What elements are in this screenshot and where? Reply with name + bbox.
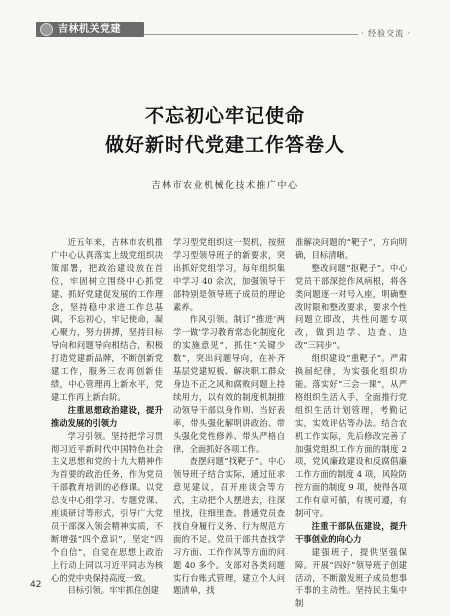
paragraph: 学习引领。坚持把学习贯彻习近平新时代中国特色社会主义思想和党的十九大精神作为首要的政治任务，作为党员干部教育培训的必修课。以党总支中心组学习、专题党课、座谈研讨等形式，引导广大党员干部深入领会精神实质，不断增强“四个意识”，坚定“四个自信”，自觉在思想上政治上行动上同以习近平同志为核心的党中央保持高度一致。 <box>51 430 163 583</box>
paragraph: 近五年来，吉林市农机推广中心认真落实上级党组织决策部署，把政治建设放在首位，牢固树立围绕中心抓党建、抓好党建促发展的工作理念，坚持稳中求进工作总基调，不忘初心，牢记使命，凝心聚力，努力拼搏，坚持目标导向和问题导向相结合，积极打造党建新品牌，不断创新党建工作，服务三农再创新佳绩，中心管理再上新水平，党建工作再上新台阶。 <box>51 237 163 402</box>
text-column-3 <box>295 236 407 610</box>
paragraph: 查摆问题“找靶子”。中心领导班子结合实际，通过征求意见建议，召开座谈会等方式，主动把个人摆进去，往深里找，往细里查。普通党员查找自身履行义务、行为规范方面的不足。党员干部共查找学习方面、工作作风等方面的问题 40 多个。支部对各类问题实行台账式管理，建立个人问题清单，找 <box>173 456 285 596</box>
article-title-line-2: 做好新时代党建工作答卷人 <box>104 134 345 156</box>
party-emblem-icon <box>40 23 53 36</box>
page-header <box>0 0 450 40</box>
paragraph: 学习型党组织这一契机，按照学习型领导班子的新要求，突出抓好党组学习，每年组织集中学习 40 余次，加强领导干部特别是领导班子成员的理论素养。 <box>173 237 285 312</box>
section-heading: 注重干部队伍建设，提升干事创业的向心力 <box>295 520 407 544</box>
journal-title: 吉林机关党建 <box>58 24 121 35</box>
text-column-2 <box>173 236 285 597</box>
page-number: 42 <box>30 580 42 590</box>
article-title-line-1: 不忘初心牢记使命 <box>144 105 305 127</box>
paragraph: 整改问题“抠靶子”。中心党员干部深挖作风病根，将各类问题逐一对号入座，明确整改时限和整改要求，要求个性问题立即改，共性问题专项改，做到边学、边查、边改“三同步”。 <box>295 262 407 351</box>
paragraph: 组织建设“重靶子”。严肃换届纪律，为实强化组织功能。落实好“三会一课”，从严格组织生活入手，全面推行党组织生活计划管理，考勤记实，实效评估等办法。结合农机工作实际，先后修改完善了加强党组织工作方面的制度 2 项，党风廉政建设和反腐倡廉工作方面的制度 4 项，风险防控方面的制度 9 项，使得各项工作有章可循，有规可遵，有制可守。 <box>295 353 407 519</box>
text-column-1 <box>51 236 163 597</box>
paragraph: 作风引领。制订“推进‘两学一做’学习教育常态化制度化的实施意见”，抓住“关键少数”，突出问题导向，在补齐基层党建短板、解决职工群众身边不正之风和腐败问题上持续用力，以有效的制度机制推动领导干部以身作则、当好表率，带头强化解明讲政治、带头强化党性修养、带头严格自律，全面抓好各项工作。 <box>173 314 285 454</box>
section-heading: 注重思想政治建设，提升推动发展的引领力 <box>51 404 163 428</box>
paragraph: 准解决问题的“靶子”，方向明确，目标清晰。 <box>295 237 407 260</box>
paragraph: 建强班子，提供坚强保障。开展“四好”领导班子创建活动，不断激发班子成员想事干事的主动性。坚持民主集中制 <box>295 546 407 609</box>
section-tag: · 经验交流 · <box>358 29 414 39</box>
article-author: 吉林市农业机械化技术推广中心 <box>151 181 299 191</box>
paragraph: 目标引领。牢牢抓住创建 <box>67 585 159 596</box>
